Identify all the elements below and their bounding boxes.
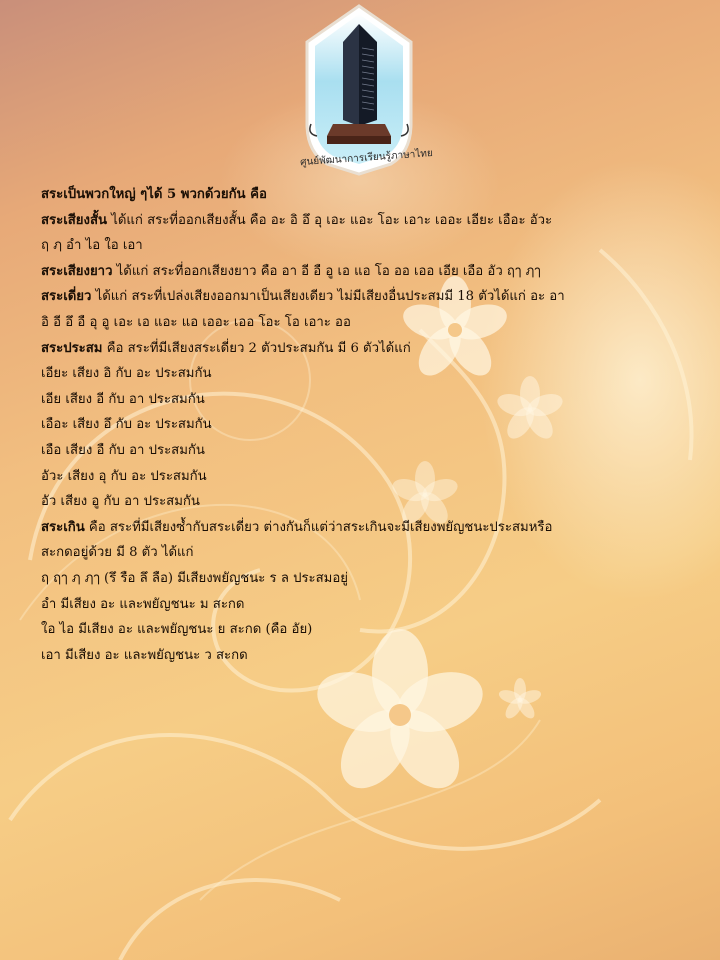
logo-caption: ศูนย์พัฒนาการเรียนรู้ภาษาไทย	[299, 147, 434, 169]
short-vowels-term: สระเสียงสั้น	[41, 212, 108, 228]
short-vowels-line-2: ฤ ฦ อำ ไอ ใอ เอา	[41, 238, 143, 254]
extra-vowels-term: สระเกิน	[41, 519, 85, 535]
single-vowels-line: สระเดี่ยว ได้แก่ สระที่เปล่งเสียงออกมาเป็นเสียงเดียว ไม่มีเสียงอื่นประสมมี 18 ตัวได้แก่ อะ อา	[41, 289, 565, 305]
document-body	[41, 182, 601, 668]
list-item: ใอ ไอ มีเสียง อะ และพยัญชนะ ย สะกด (คือ อัย)	[41, 622, 313, 638]
list-item: เอา มีเสียง อะ และพยัญชนะ ว สะกด	[41, 647, 248, 663]
long-vowels-term: สระเสียงยาว	[41, 263, 113, 279]
short-vowels-line: สระเสียงสั้น ได้แก่ สระที่ออกเสียงสั้น คือ อะ อิ อึ อุ เอะ แอะ โอะ เอาะ เออะ เอียะ เอือะ อัวะ	[41, 212, 553, 228]
extra-vowels-line-2: สะกดอยู่ด้วย มี 8 ตัว ได้แก่	[41, 545, 194, 561]
mixed-vowels-line: สระประสม คือ สระที่มีเสียงสระเดี่ยว 2 ตัวประสมกัน มี 6 ตัวได้แก่	[41, 340, 411, 356]
list-item: เอียะ เสียง อิ กับ อะ ประสมกัน	[41, 366, 212, 382]
mixed-vowels-term: สระประสม	[41, 340, 103, 356]
single-vowels-term: สระเดี่ยว	[41, 289, 92, 305]
list-item: อัวะ เสียง อุ กับ อะ ประสมกัน	[41, 468, 207, 484]
intro-heading: สระเป็นพวกใหญ่ ๆได้ 5 พวกด้วยกัน คือ	[41, 187, 267, 202]
single-vowels-line-2: อิ อี อึ อื อุ อู เอะ เอ แอะ แอ เออะ เออ โอะ โอ เอาะ ออ	[41, 314, 351, 330]
list-item: อำ มีเสียง อะ และพยัญชนะ ม สะกด	[41, 596, 245, 612]
list-item: เอือ เสียง อื กับ อา ประสมกัน	[41, 442, 205, 458]
list-item: เอีย เสียง อี กับ อา ประสมกัน	[41, 391, 205, 407]
extra-vowels-line: สระเกิน คือ สระที่มีเสียงซ้ำกับสระเดี่ยว ต่างกันก็แต่ว่าสระเกินจะมีเสียงพยัญชนะประสมหรือ	[41, 519, 553, 535]
long-vowels-line: สระเสียงยาว ได้แก่ สระที่ออกเสียงยาว คือ อา อี อื อู เอ แอ โอ ออ เออ เอีย เอือ อัว ฤๅ ฦๅ	[41, 263, 541, 279]
list-item: อัว เสียง อู กับ อา ประสมกัน	[41, 494, 200, 510]
list-item: ฤ ฤๅ ฦ ฦๅ (รึ รือ ลึ ลือ) มีเสียงพยัญชนะ ร ล ประสมอยู่	[41, 570, 349, 586]
list-item: เอือะ เสียง อึ กับ อะ ประสมกัน	[41, 417, 212, 433]
